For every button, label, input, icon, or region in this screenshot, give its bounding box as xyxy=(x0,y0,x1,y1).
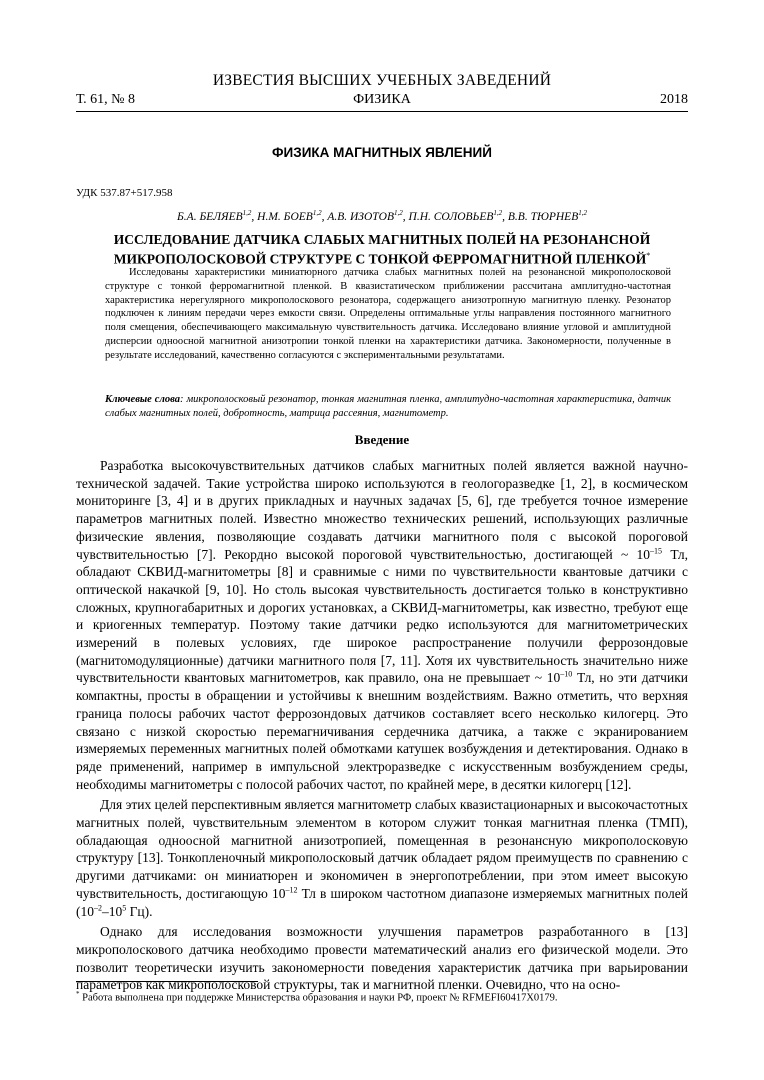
footnote-marker: * xyxy=(76,990,80,998)
keywords-text: : микрополосковый резонатор, тонкая магнитная пленка, амплитудно-частотная характеристика, датчик слабых магнитных полей, добротность, матрица рассеяния, магнитометр. xyxy=(105,394,672,419)
author: В.В. ТЮРНЕВ xyxy=(507,210,579,223)
footnote-rule xyxy=(76,981,258,982)
author: Н.М. БОЕВ xyxy=(257,210,313,223)
exponent: –10 xyxy=(560,669,573,679)
section-title: ФИЗИКА МАГНИТНЫХ ЯВЛЕНИЙ xyxy=(272,145,492,160)
volume-issue: Т. 61, № 8 xyxy=(76,92,136,107)
intro-heading: Введение xyxy=(354,432,410,447)
author: П.Н. СОЛОВЬЕВ xyxy=(408,210,494,223)
footnote-text: Работа выполнена при поддержке Министерства образования и науки РФ, проект № RFMEFI60417X0179. xyxy=(79,992,558,1004)
paragraph: Разработка высокочувствительных датчиков слабых магнитных полей является важной научно-технической задачей. Такие устройства широко используются в геологоразведке [1, 2], в космическом мониторинге [3, 4] и в других прикладных и научных задачах [5, 6], где требуется точное измерение параметров магнитных полей. Известно множество технических решений, использующих различные физические явления, позволяющие создавать датчики магнитного поля с высокой пороговой чувствительностью [7]. Рекордно высокой пороговой чувствительностью, достигающей ~ $10^{-15}$ Тл, обладают СКВИД-магнитометры [8] и сравнимые с ними по чувствительности квантовые датчики с оптической накачкой [9, 10]. Но столь высокая чувствительность достигается только в конструктивно сложных, крупногабаритных и дорогих установках, а СКВИД-магнитометры, как известно, требуют еще и криогенных температур. Поэтому такие датчики редко используются для магнитометрических измерений в полевых условиях, где широкое распространение получили феррозондовые (магнитомодуляционные) датчики магнитного поля [7, 11]. Хотя их чувствительность значительно ниже чувствительности квантовых магнитометров, как правило, она не превышает ~ $10^{-10}$ Тл, но эти датчики компактны, просты в обращении и устойчивы к внешним воздействиям. Важно отметить, что верхняя граница полосы рабочих частот феррозондовых датчиков составляет всего несколько килогерц. Это связано с низкой скоростью перемагничивания сердечника датчика, а также с экранированием измеряемых переменных магнитных полей обмотками катушек возбуждения и детектирования. Однако в ряде применений, например в импульсной электроразведке с искусственным возбуждением среды, необходимы магнитометры с полосой рабочих частот, по крайней мере, в десятки килогерц [12]. xyxy=(76,458,688,792)
author-affiliation: 1,2 xyxy=(578,209,587,217)
abstract: Исследованы характеристики миниатюрного датчика слабых магнитных полей на резонансной микрополосковой структуре с тонкой ферромагнитной пленкой. В квазистатическом приближении рассчитана амплитудно-частотная характеристика нерегулярного микрополоскового резонатора, содержащего анизотропную магнитную пленку. Резонатор подключен к линиям передачи через емкости связи. Определены оптимальные углы направления постоянного магнитного поля смещения, обеспечивающего максимальную чувствительность датчика. Исследовано влияние угловой и амплитудной дисперсии одноосной магнитной анизотропии тонкой пленки на характеристики датчика. Закономерности, полученные в результате исследований, качественно согласуются с экспериментальными результатами. xyxy=(105,267,671,361)
paragraph: Для этих целей перспективным является магнитометр слабых квазистационарных и высокочастотных магнитных полей, чувствительным элементом в котором служит тонкая магнитная пленка (ТМП), обладающая одноосной магнитной анизотропией, помещенная в резонансную микрополосковую структуру [13]. Тонкопленочный микрополосковый датчик обладает рядом преимуществ по сравнению с другими датчиками: он миниатюрен и экономичен в энергопотреблении, при этом имеет высокую чувствительность, достигающую $10^{-12}$ Тл в широком частотном диапазоне измеряемых магнитных полей ($10^{-2}-10^5$ Гц). xyxy=(76,797,688,919)
running-header xyxy=(76,92,688,110)
title-line: ИССЛЕДОВАНИЕ ДАТЧИКА СЛАБЫХ МАГНИТНЫХ ПОЛЕЙ НА РЕЗОНАНСНОЙ xyxy=(113,232,651,247)
publication-year: 2018 xyxy=(660,92,688,107)
footnote-marker[interactable]: * xyxy=(646,251,651,260)
exponent: –2 xyxy=(94,903,102,913)
journal-subject: ФИЗИКА xyxy=(353,92,411,107)
author-affiliation: 1,2 xyxy=(312,209,322,217)
keywords-label: Ключевые слова xyxy=(105,394,180,405)
body-text xyxy=(76,457,688,997)
exponent: –15 xyxy=(650,546,663,556)
journal-name: ИЗВЕСТИЯ ВЫСШИХ УЧЕБНЫХ ЗАВЕДЕНИЙ xyxy=(212,72,552,89)
footnote xyxy=(76,990,688,1004)
exponent: –12 xyxy=(285,885,298,895)
udk-code: УДК 537.87+517.958 xyxy=(76,187,173,199)
author-affiliation: 1,2 xyxy=(493,209,503,217)
header-rule xyxy=(76,111,688,112)
keywords xyxy=(105,393,671,421)
author-list: Б.А. БЕЛЯЕВ$^{1,2}$, Н.М. БОЕВ$^{1,2}$, А.В. ИЗОТОВ$^{1,2}$, П.Н. СОЛОВЬЕВ$^{1,2}$, В.В. ТЮРНЕВ$^{1,2}$ xyxy=(177,209,587,223)
title-line: МИКРОПОЛОСКОВОЙ СТРУКТУРЕ С ТОНКОЙ ФЕРРОМАГНИТНОЙ ПЛЕНКОЙ xyxy=(113,251,647,267)
paragraph: Однако для исследования возможности улучшения параметров разработанного в [13] микрополоскового датчика необходимо провести математический анализ его физической модели. Это позволит теоретически изучить закономерности поведения характеристик датчика при варьировании параметров как микрополосковой структуры, так и магнитной пленки. Очевидно, что на осно- xyxy=(76,924,688,993)
author: А.В. ИЗОТОВ xyxy=(327,210,395,223)
author-affiliation: 1,2 xyxy=(394,209,403,217)
article-title xyxy=(76,232,688,268)
exponent: 5 xyxy=(122,903,127,913)
author-affiliation: 1,2 xyxy=(242,209,252,217)
author: Б.А. БЕЛЯЕВ xyxy=(177,210,243,223)
